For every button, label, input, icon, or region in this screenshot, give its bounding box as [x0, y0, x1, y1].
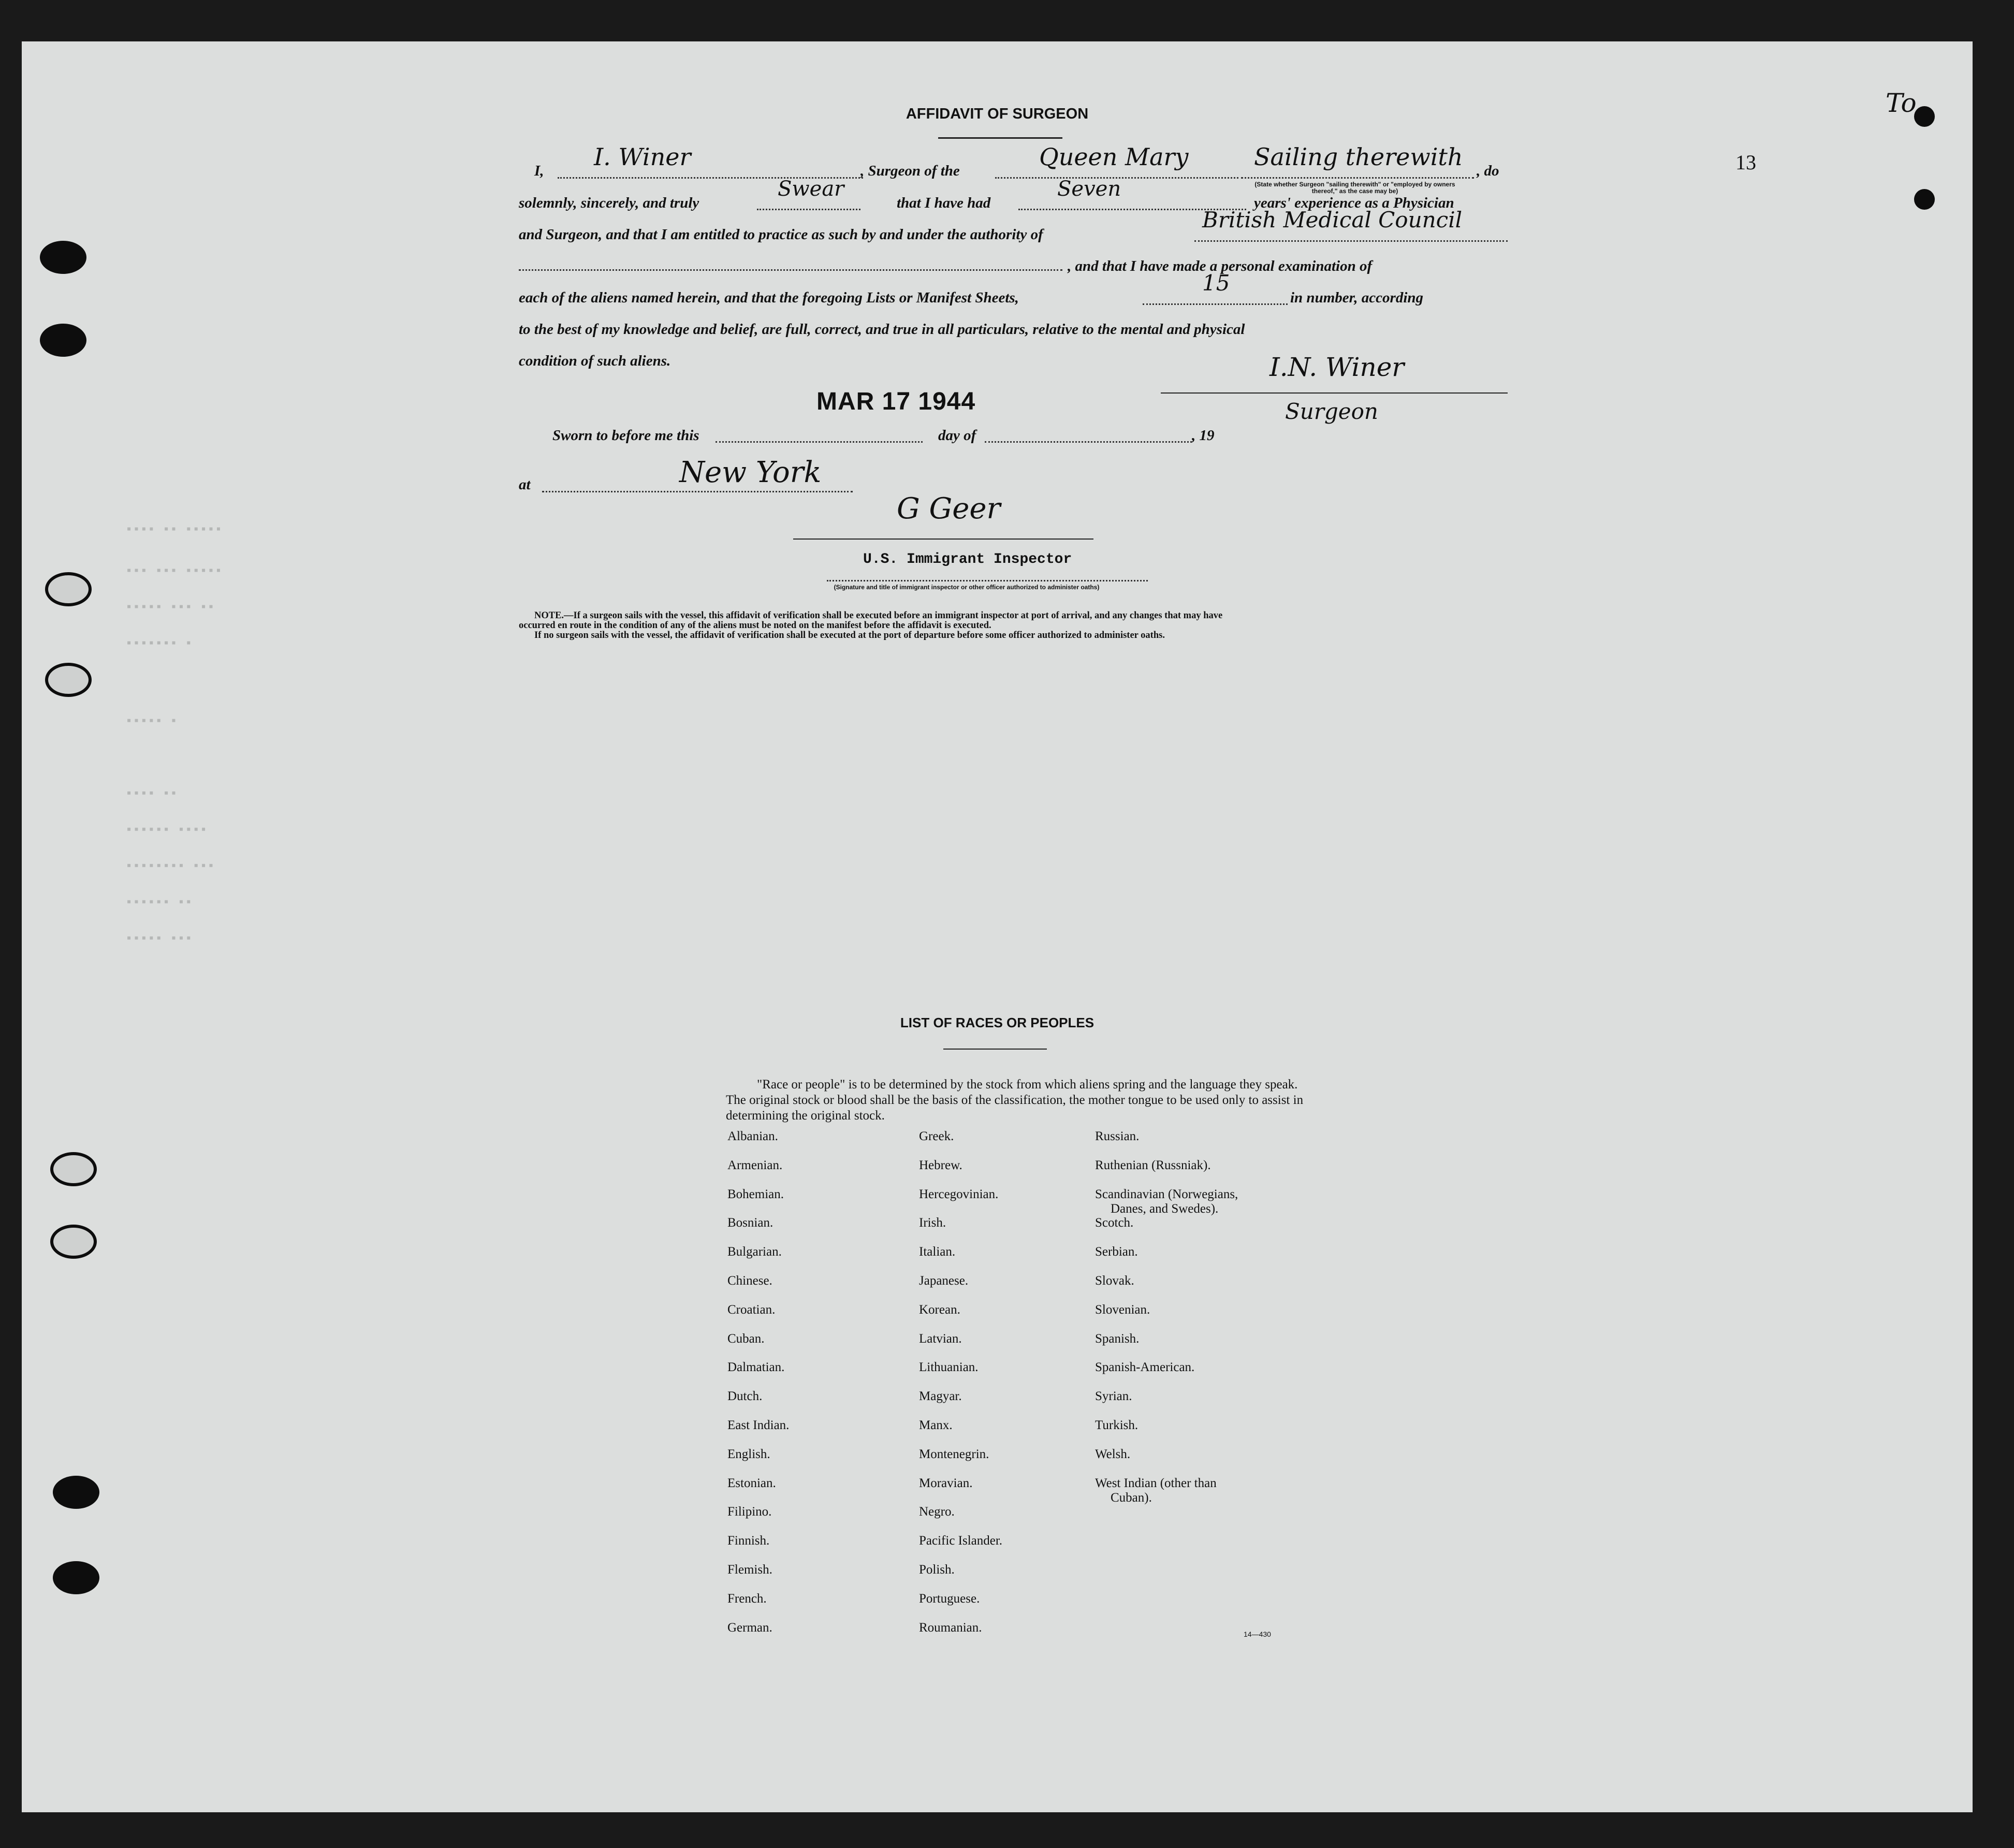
race-item: Bulgarian.: [727, 1245, 782, 1259]
binder-hole-icon: [53, 1476, 99, 1509]
race-item: Albanian.: [727, 1129, 778, 1143]
page-number: 13: [1735, 151, 1756, 174]
race-item: Lithuanian.: [919, 1360, 979, 1375]
place-field: [542, 491, 853, 492]
race-item: Pacific Islander.: [919, 1534, 1003, 1548]
race-item: Finnish.: [727, 1534, 770, 1548]
race-item: Cuban.: [727, 1331, 765, 1346]
race-item: Bohemian.: [727, 1187, 784, 1201]
binder-hole-icon: [53, 1561, 99, 1594]
bleed-through-marks: ▪▪▪▪▪▪▪ ▪: [125, 637, 193, 651]
race-item: Italian.: [919, 1245, 956, 1259]
race-item: Filipino.: [727, 1505, 772, 1519]
affidavit-text-each-of-aliens: each of the aliens named herein, and that the foregoing Lists or Manifest Sheets,: [519, 289, 1019, 306]
authority-field: [1194, 240, 1508, 242]
race-item: Ruthenian (Russniak).: [1095, 1158, 1211, 1172]
bleed-through-marks: ▪▪▪▪▪ ▪▪▪: [125, 932, 193, 946]
race-item: Scotch.: [1095, 1216, 1134, 1230]
race-item: Turkish.: [1095, 1418, 1139, 1432]
sailing-status-handwriting: Sailing therewith: [1254, 143, 1463, 171]
race-item: Roumanian.: [919, 1620, 982, 1635]
affidavit-text-to-the-best: to the best of my knowledge and belief, are full, correct, and true in all particulars, relative to the mental and physical: [519, 321, 1245, 338]
corner-annotation: To: [1886, 88, 1917, 118]
race-item: Russian.: [1095, 1129, 1140, 1143]
inspector-caption: (Signature and title of immigrant inspector or other officer authorized to administer oaths): [834, 584, 1100, 591]
race-item: Irish.: [919, 1216, 946, 1230]
race-item: Korean.: [919, 1302, 960, 1317]
sworn-day-field: [716, 441, 923, 443]
race-item: Spanish.: [1095, 1331, 1140, 1346]
race-item: West Indian (other than: [1095, 1476, 1217, 1490]
race-item: Japanese.: [919, 1274, 969, 1288]
affidavit-text-and-surgeon: and Surgeon, and that I am entitled to practice as such by and under the authority of: [519, 226, 1043, 243]
binder-hole-icon: [45, 572, 92, 606]
affidavit-text-i: I,: [534, 163, 544, 179]
binder-hole-icon: [40, 241, 86, 274]
race-item: English.: [727, 1447, 770, 1461]
affidavit-text-solemnly: solemnly, sincerely, and truly: [519, 195, 699, 211]
binder-hole-icon: [50, 1225, 97, 1259]
surgeon-signature: I.N. Winer: [1269, 352, 1405, 382]
race-item: Manx.: [919, 1418, 953, 1432]
title-underline: [938, 137, 1062, 139]
sailing-status-field: [1241, 177, 1474, 179]
affidavit-text-19: , 19: [1192, 427, 1215, 444]
race-item: Chinese.: [727, 1274, 772, 1288]
inspector-title: U.S. Immigrant Inspector: [863, 551, 1072, 568]
bleed-through-marks: ▪▪▪▪ ▪▪: [125, 787, 178, 801]
affidavit-text-personal-exam: , and that I have made a personal examination of: [1068, 258, 1373, 274]
affidavit-text-day-of: day of: [938, 427, 976, 444]
sheets-field: [1143, 303, 1288, 305]
race-item: Welsh.: [1095, 1447, 1131, 1461]
race-item: Croatian.: [727, 1302, 776, 1317]
bleed-through-marks: ▪▪▪▪▪▪▪▪ ▪▪▪: [125, 860, 215, 874]
race-item: Syrian.: [1095, 1389, 1132, 1404]
place-handwriting: New York: [679, 456, 822, 489]
swear-handwriting: Swear: [778, 177, 844, 201]
race-item: French.: [727, 1591, 767, 1606]
bleed-through-marks: ▪▪▪▪ ▪▪ ▪▪▪▪▪: [125, 523, 223, 537]
race-item: Hebrew.: [919, 1158, 962, 1172]
years-handwriting: Seven: [1057, 177, 1121, 201]
sworn-month-field: [985, 441, 1192, 443]
date-stamp: MAR 17 1944: [816, 388, 976, 415]
race-item: Dutch.: [727, 1389, 763, 1404]
binder-hole-icon: [40, 324, 86, 357]
race-item: Portuguese.: [919, 1591, 980, 1606]
race-item: Latvian.: [919, 1331, 962, 1346]
race-item: Montenegrin.: [919, 1447, 989, 1461]
bleed-through-marks: ▪▪▪▪▪▪ ▪▪: [125, 896, 193, 910]
binder-hole-icon: [50, 1152, 97, 1186]
bleed-through-marks: ▪▪▪▪▪ ▪▪▪ ▪▪: [125, 601, 215, 615]
surgeon-title-handwriting: Surgeon: [1285, 399, 1378, 424]
note-line-2: occurred en route in the condition of any of the aliens must be noted on the manifest before the affidavit is executed.: [519, 620, 991, 631]
signature-line: [1161, 392, 1508, 394]
affidavit-text-surgeon-of-the: , Surgeon of the: [860, 163, 960, 179]
race-item: Polish.: [919, 1563, 955, 1577]
inspector-title-underline: [827, 580, 1148, 581]
note-line-3: If no surgeon sails with the vessel, the affidavit of verification shall be executed at the port of departure before some officer authorized to administer oaths.: [534, 630, 1165, 641]
race-item: German.: [727, 1620, 772, 1635]
note-line-1: NOTE.—If a surgeon sails with the vessel, this affidavit of verification shall be executed before an immigrant inspector at port of arrival, and any changes that may have: [534, 610, 1223, 621]
race-item: Serbian.: [1095, 1245, 1138, 1259]
manifest-page: [22, 41, 1973, 1812]
bleed-through-marks: ▪▪▪▪▪ ▪: [125, 715, 178, 729]
surgeon-name-handwriting: I. Winer: [594, 143, 691, 171]
race-item: Estonian.: [727, 1476, 776, 1490]
race-item: East Indian.: [727, 1418, 790, 1432]
race-item: Slovak.: [1095, 1274, 1134, 1288]
affidavit-text-that-i-have-had: that I have had: [897, 195, 991, 211]
race-item: Moravian.: [919, 1476, 973, 1490]
ship-name-handwriting: Queen Mary: [1039, 143, 1189, 171]
affidavit-text-at: at: [519, 476, 531, 493]
races-intro: "Race or people" is to be determined by the stock from which aliens spring and the language they speak. The original stock or blood shall be the basis of the classification, the mother tongue to be used only to assist in determining the original stock.: [726, 1078, 1304, 1123]
affidavit-text-in-number: in number, according: [1290, 289, 1424, 306]
state-whether-note: (State whether Surgeon "sailing therewith" or "employed by owners thereof," as the case may be): [1254, 181, 1455, 195]
race-item: Flemish.: [727, 1563, 772, 1577]
race-item: Dalmatian.: [727, 1360, 785, 1375]
form-number: 14—430: [1244, 1630, 1271, 1638]
race-item: Danes, and Swedes).: [1111, 1201, 1219, 1216]
races-title: LIST OF RACES OR PEOPLES: [900, 1015, 1094, 1030]
swear-field: [757, 209, 860, 210]
authority-handwriting: British Medical Council: [1202, 207, 1463, 232]
race-item: Negro.: [919, 1505, 955, 1519]
race-item: Armenian.: [727, 1158, 783, 1172]
race-item: Spanish-American.: [1095, 1360, 1195, 1375]
affidavit-text-sworn: Sworn to before me this: [552, 427, 699, 444]
sheets-handwriting: 15: [1202, 270, 1230, 296]
affidavit-text-do: , do: [1477, 163, 1499, 179]
bleed-through-marks: ▪▪▪▪▪▪ ▪▪▪▪: [125, 823, 208, 837]
binder-hole-icon: [1914, 189, 1935, 210]
inspector-signature-line: [793, 539, 1093, 540]
affidavit-title: AFFIDAVIT OF SURGEON: [906, 106, 1089, 122]
bleed-through-marks: ▪▪▪ ▪▪▪ ▪▪▪▪▪: [125, 564, 223, 578]
race-item: Hercegovinian.: [919, 1187, 999, 1201]
affidavit-text-years-experience: years' experience as a Physician: [1254, 195, 1454, 211]
race-item: Scandinavian (Norwegians,: [1095, 1187, 1238, 1201]
affidavit-text-condition: condition of such aliens.: [519, 353, 671, 369]
race-item: Bosnian.: [727, 1216, 774, 1230]
race-item: Magyar.: [919, 1389, 962, 1404]
race-item: Greek.: [919, 1129, 954, 1143]
binder-hole-icon: [45, 663, 92, 697]
race-item: Slovenian.: [1095, 1302, 1150, 1317]
authority-continuation-field: [519, 269, 1062, 271]
races-title-underline: [943, 1049, 1047, 1050]
race-item: Cuban).: [1111, 1490, 1152, 1505]
inspector-signature: G Geer: [897, 492, 1001, 526]
